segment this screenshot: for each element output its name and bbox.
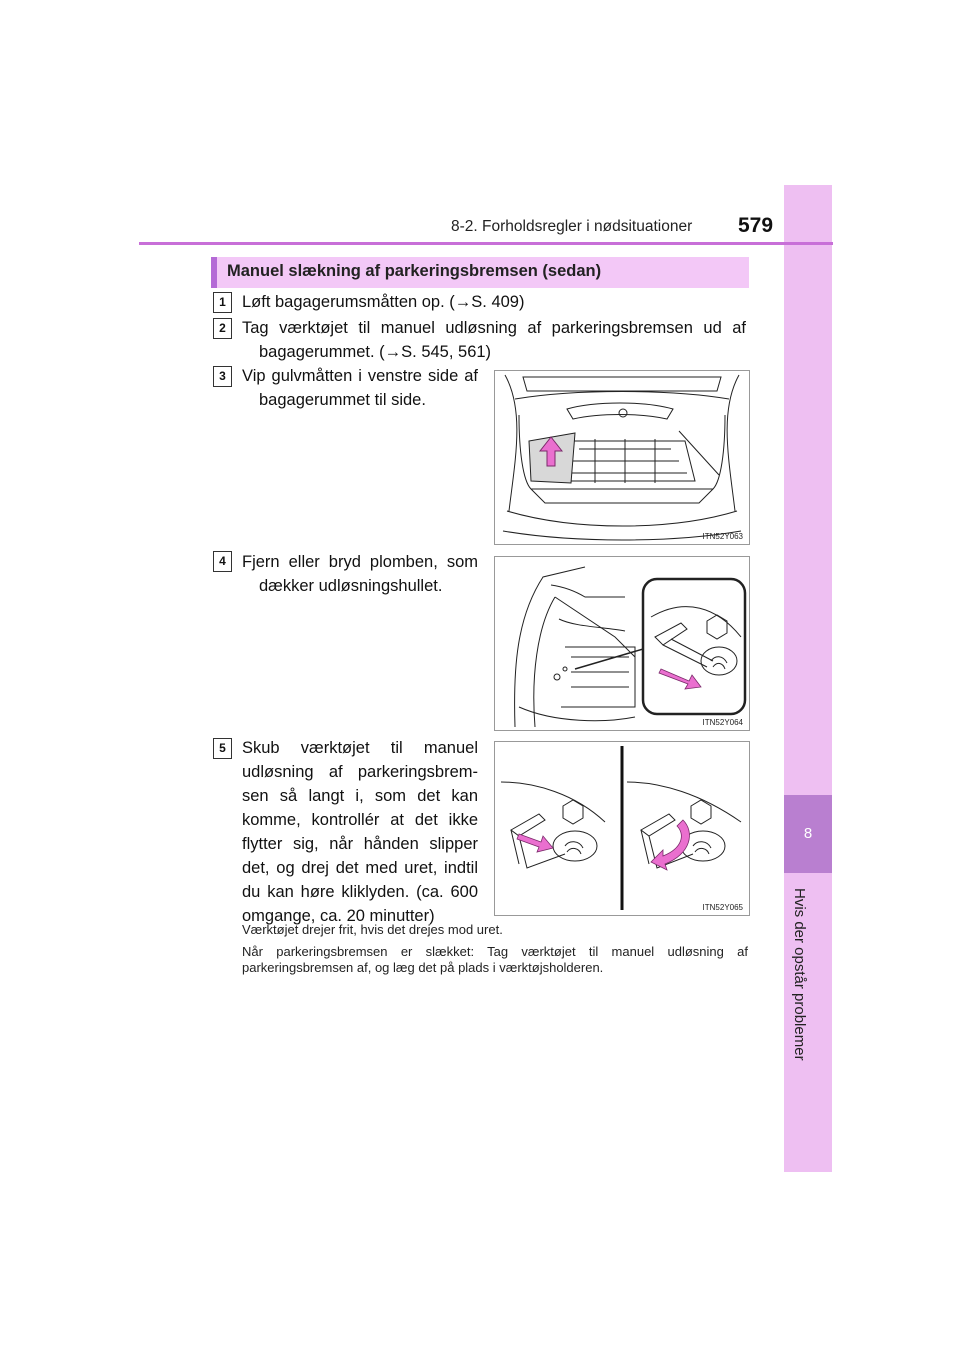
step-4-line: Fjern eller bryd plomben, som xyxy=(242,553,478,571)
step-5-line: flytter sig, når hånden slipper xyxy=(242,835,478,853)
chapter-number-tab: 8 xyxy=(784,795,832,873)
step-number-1: 1 xyxy=(213,292,232,313)
step-5-line: det, og drej det med uret, indtil xyxy=(242,859,478,877)
trunk-floor-mat-illustration xyxy=(494,370,750,545)
note-line: Når parkeringsbremsen er slækket: Tag værktøjet til manuel udløsning af xyxy=(242,944,748,959)
figure-code-1: ITN52Y063 xyxy=(702,532,743,541)
step-text-1: Løft bagagerumsmåtten op. (→S. 409) xyxy=(242,293,525,311)
step-3-line: Vip gulvmåtten i venstre side af xyxy=(242,367,478,385)
zoom-callout xyxy=(643,579,745,714)
step-2-line: bagagerummet. (→S. 545, 561) xyxy=(259,343,492,361)
topic-banner-accent xyxy=(211,257,217,288)
step-5-line: Skub værktøjet til manuel xyxy=(242,739,478,757)
note-after-release xyxy=(242,944,748,976)
step-number-4: 4 xyxy=(213,551,232,572)
step-text-5 xyxy=(242,736,478,928)
step-text-4 xyxy=(242,550,478,598)
step-text-3 xyxy=(242,364,478,412)
chapter-title-vertical: Hvis der opstår problemer xyxy=(791,888,808,1061)
step-text-2 xyxy=(242,316,746,364)
page-number: 579 xyxy=(738,214,774,237)
step-5-line: udløsning af parkeringsbrem- xyxy=(242,763,478,781)
release-hole-illustration xyxy=(494,556,750,731)
step-3-line: bagagerummet til side. xyxy=(259,391,426,409)
car-rear-drawing xyxy=(495,557,749,730)
step-5-line: komme, kontrollér at det ikke xyxy=(242,811,478,829)
topic-banner xyxy=(211,257,749,288)
trunk-open-drawing xyxy=(495,371,749,544)
step-number-5: 5 xyxy=(213,738,232,759)
section-title: 8-2. Forholdsregler i nødsituationer xyxy=(451,218,693,235)
figure-code-3: ITN52Y065 xyxy=(702,903,743,912)
note-line: parkeringsbremsen af, og læg det på plads i værktøjsholderen. xyxy=(242,960,604,975)
turn-tool-illustration xyxy=(494,741,750,916)
step-number-3: 3 xyxy=(213,366,232,387)
tool-rotation-drawing xyxy=(495,742,749,915)
topic-title: Manuel slækning af parkeringsbremsen (sedan) xyxy=(227,262,602,280)
step-5-line: sen så langt i, som det kan xyxy=(242,787,478,805)
step-5-line: omgange, ca. 20 minutter) xyxy=(242,907,435,925)
step-2-line: Tag værktøjet til manuel udløsning af parkeringsbremsen ud af xyxy=(242,319,746,337)
step-4-line: dækker udløsningshullet. xyxy=(259,577,443,595)
step-number-2: 2 xyxy=(213,318,232,339)
step-5-line: du kan høre kliklyden. (ca. 600 xyxy=(242,883,478,901)
header-rule xyxy=(139,242,833,245)
figure-code-2: ITN52Y064 xyxy=(702,718,743,727)
note-counterclockwise: Værktøjet drejer frit, hvis det drejes mod uret. xyxy=(242,922,503,937)
